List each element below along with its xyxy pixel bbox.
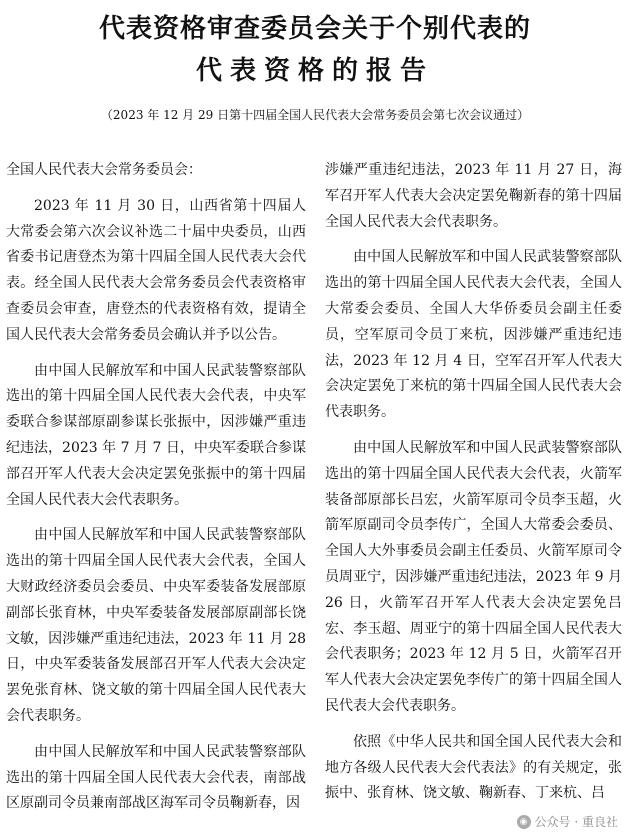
document-subtitle: （2023 年 12 月 29 日第十四届全国人民代表大会常务委员会第七次会议通过） <box>100 108 530 122</box>
left-text-column <box>6 158 306 836</box>
salutation: 全国人民代表大会常务委员会： <box>6 162 202 178</box>
watermark <box>517 813 618 830</box>
paragraph-6: 由中国人民解放军和中国人民武装警察部队选出的第十四届全国人民代表大会代表，火箭军装备部原部长吕宏，火箭军原司令员李玉超，火箭军原副司令员李传广，全国人大常委会委员、全国人大外事委员会副主任委员、火箭军原司令员周亚宁，因涉嫌严重违纪违法，2023 年 9 月 26 日，火箭军召开军人代表大会决定罢免吕宏、李玉超、周亚宁的第十四届全国人民代表大会代表职务；2023 年 12 月 5 日，火箭军召开军人代表大会决定罢免李传广的第十四届全国人民代表大会代表职务。 <box>325 439 622 714</box>
wechat-official-account-icon: ◉ <box>517 815 531 829</box>
paragraph-2: 由中国人民解放军和中国人民武装警察部队选出的第十四届全国人民代表大会代表，中央军委联合参谋部原副参谋长张振中，因涉嫌严重违纪违法，2023 年 7 月 7 日，中央军委联合参谋部召开军人代表大会决定罢免张振中的第十四届全国人民代表大会代表职务。 <box>6 362 306 508</box>
document-title-line-2: 代表资格的报告 <box>195 56 434 86</box>
document-title-line-1: 代表资格审查委员会关于个别代表的 <box>98 14 531 44</box>
right-text-column <box>325 158 622 836</box>
paragraph-4-continued: 涉嫌严重违纪违法，2023 年 11 月 27 日，海军召开军人代表大会决定罢免鞠新春的第十四届全国人民代表大会代表职务。 <box>325 162 622 230</box>
paragraph-3: 由中国人民解放军和中国人民武装警察部队选出的第十四届全国人民代表大会代表，全国人大财政经济委员会委员、中央军委装备发展部原副部长张育林，中央军委装备发展部原副部长饶文敏，因涉嫌严重违纪违法，2023 年 11 月 28 日，中央军委装备发展部召开军人代表大会决定罢免张育林、饶文敏的第十四届全国人民代表大会代表职务。 <box>6 527 306 724</box>
paragraph-5: 由中国人民解放军和中国人民武装警察部队选出的第十四届全国人民代表大会代表，全国人大常委会委员、全国人大华侨委员会副主任委员，空军原司令员丁来杭，因涉嫌严重违纪违法，2023 年 12 月 4 日，空军召开军人代表大会决定罢免丁来杭的第十四届全国人民代表大会代表职务。 <box>325 249 622 421</box>
paragraph-1: 2023 年 11 月 30 日，山西省第十四届人大常委会第六次会议补选二十届中央委员，山西省委书记唐登杰为第十四届全国人民代表大会代表。经全国人民代表大会常务委员会代表资格审查委员会审查，唐登杰的代表资格有效，提请全国人民代表大会常务委员会确认并予以公告。 <box>6 197 306 343</box>
watermark-text: 公众号 · 重良社 <box>534 815 618 829</box>
paragraph-7: 依照《中华人民共和国全国人民代表大会和地方各级人民代表大会代表法》的有关规定，张振中、张育林、饶文敏、鞠新春、丁来杭、吕 <box>325 733 622 802</box>
paragraph-4: 由中国人民解放军和中国人民武装警察部队选出的第十四届全国人民代表大会代表，南部战区原副司令员兼南部战区海军司令员鞠新春，因 <box>6 743 306 812</box>
